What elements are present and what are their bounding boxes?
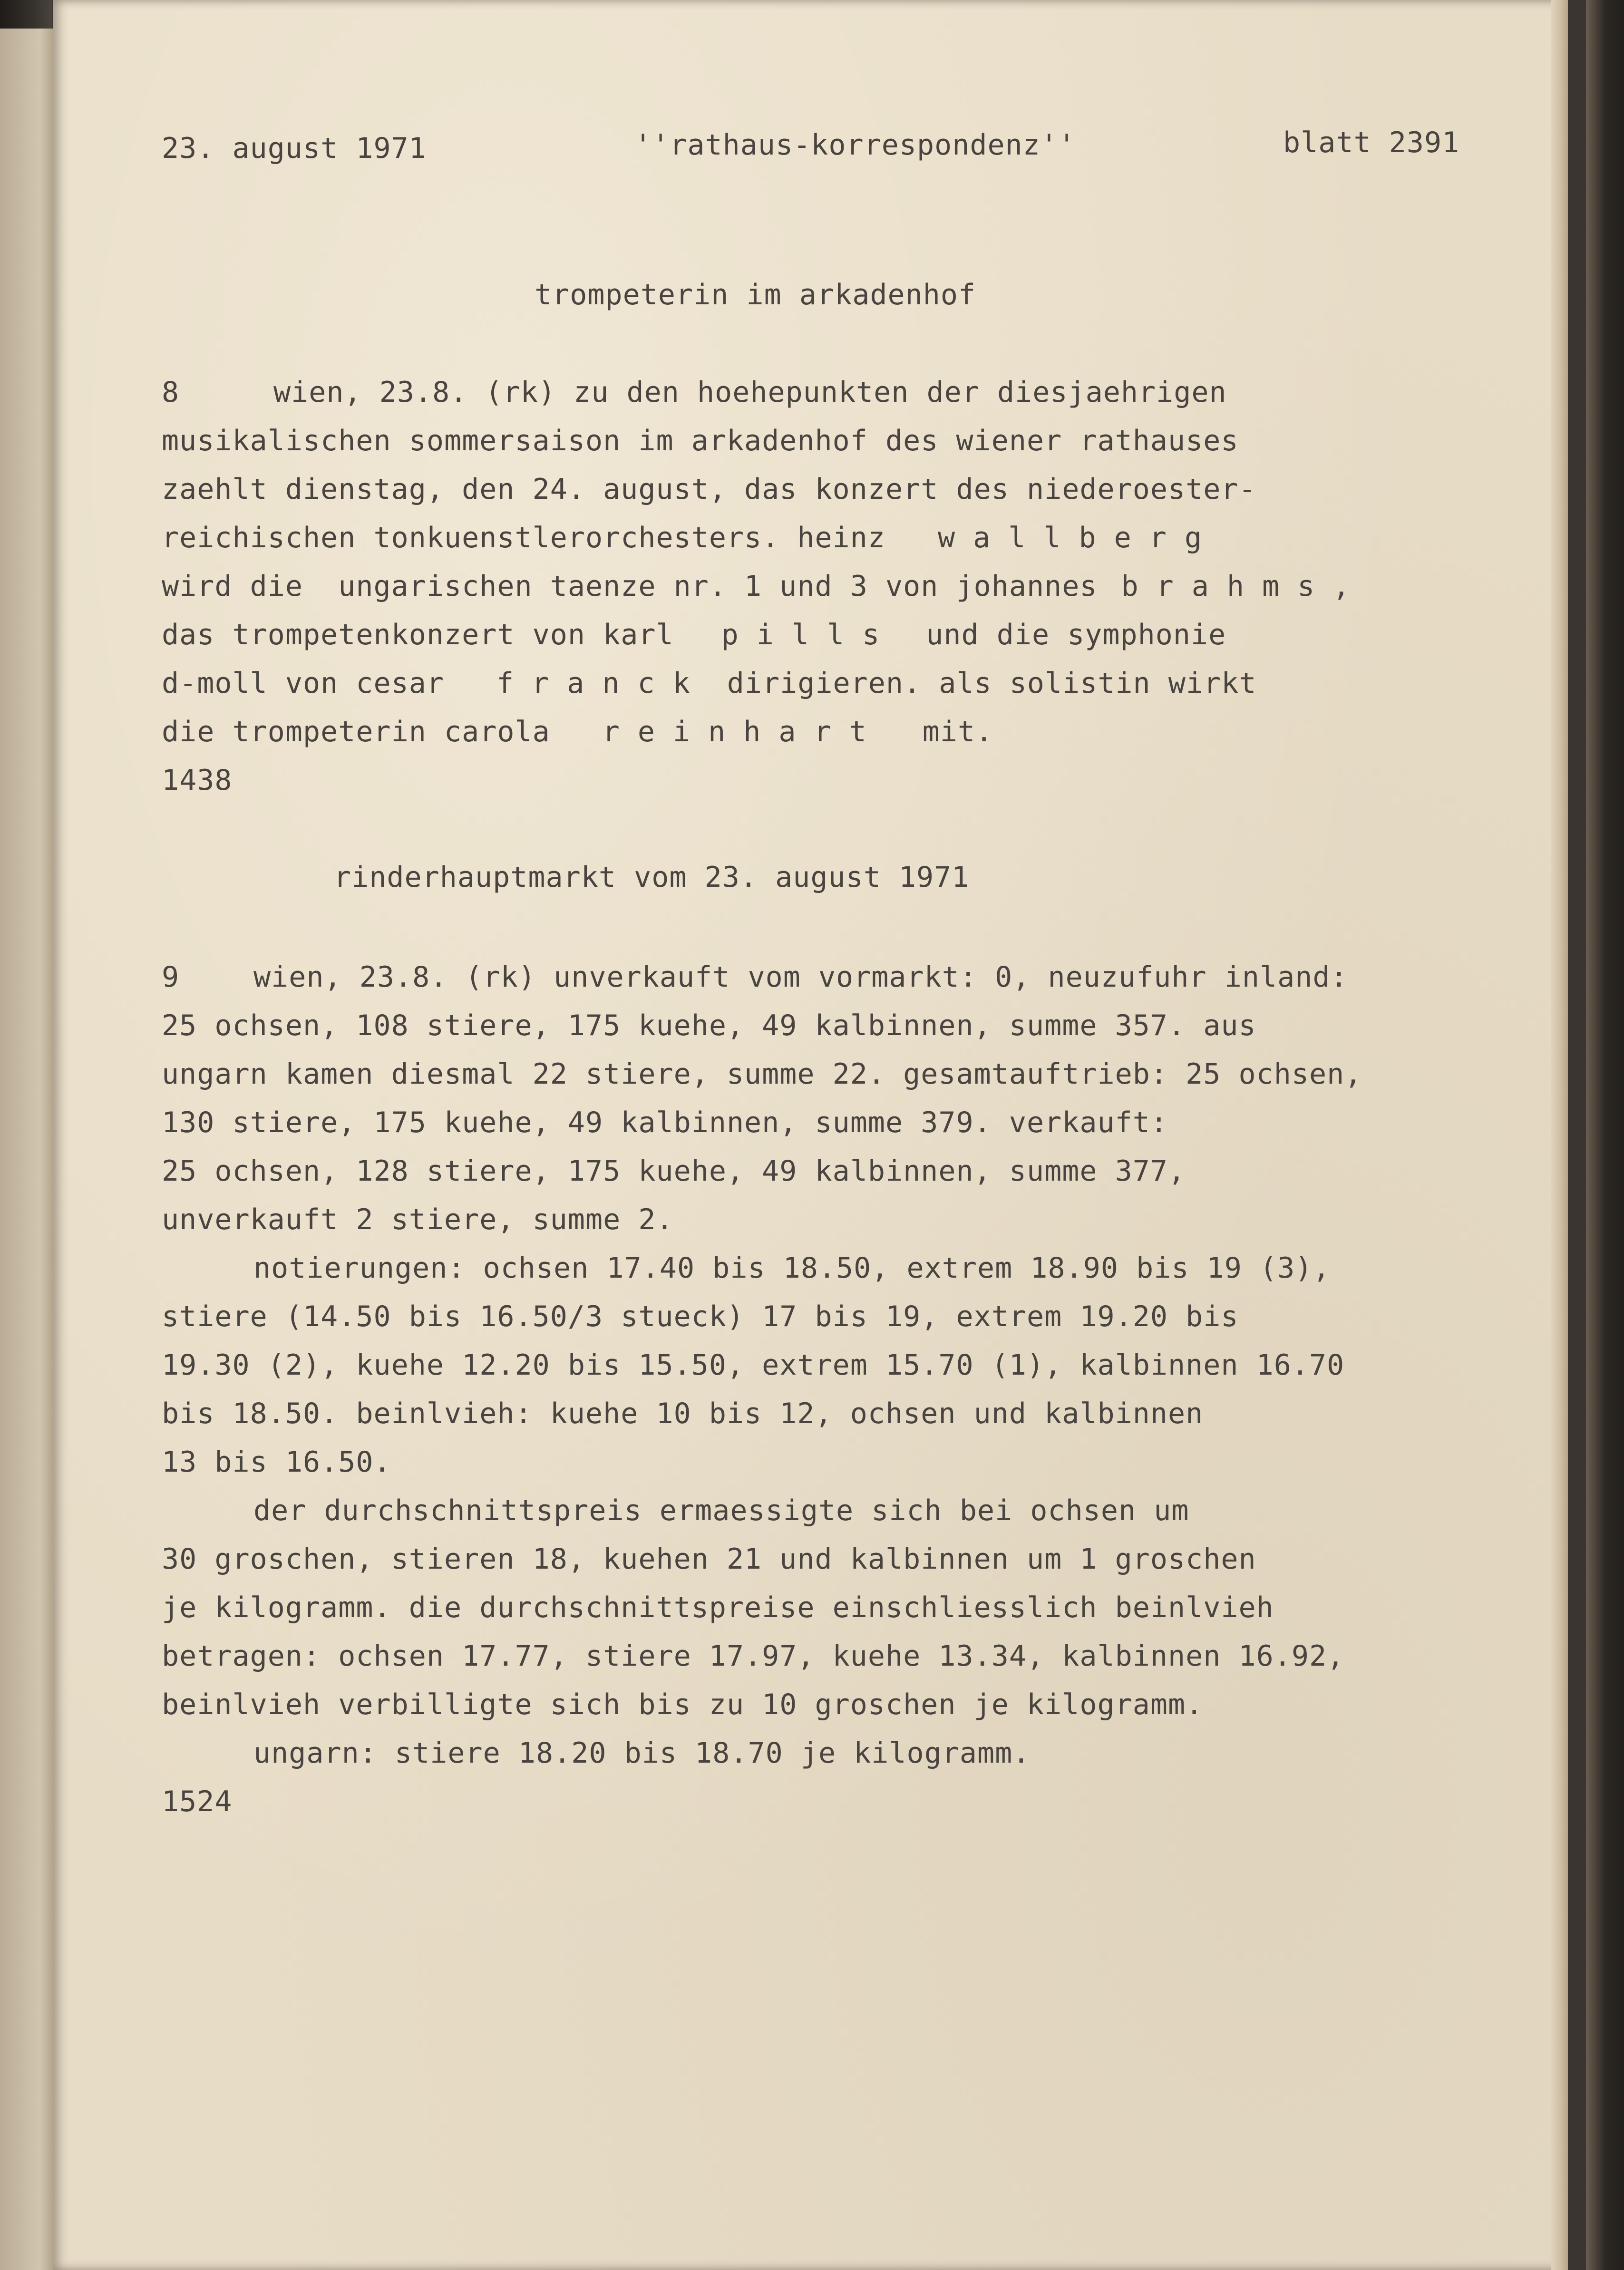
article1-number: 8 [162, 376, 180, 409]
article1-line [162, 618, 1226, 651]
article2-line: der durchschnittspreis ermaessigte sich bei ochsen um [253, 1494, 1189, 1527]
article1-line-text: das trompetenkonzert von karl [162, 618, 674, 651]
header-sheet-number: blatt 2391 [1283, 126, 1460, 159]
article1-line [162, 669, 1256, 698]
article1-line [162, 715, 993, 748]
document-sheet [53, 0, 1568, 2270]
article2-line: wien, 23.8. (rk) unverkauft vom vormarkt: 0, neuzufuhr inland: [253, 960, 1348, 994]
article1-line-text: und die symphonie [926, 618, 1226, 651]
spaced-name: pills [721, 618, 898, 651]
article2-number: 9 [162, 960, 180, 994]
article2-line: 19.30 (2), kuehe 12.20 bis 15.50, extrem 15.70 (1), kalbinnen 16.70 [162, 1348, 1345, 1382]
article2-line: ungarn: stiere 18.20 bis 18.70 je kilogramm. [253, 1736, 1031, 1770]
article2-line: 13 bis 16.50. [162, 1445, 391, 1479]
article1-line-text: die trompeterin carola [162, 715, 550, 748]
article2-line: 30 groschen, stieren 18, kuehen 21 und kalbinnen um 1 groschen [162, 1542, 1256, 1576]
article2-line: beinlvieh verbilligte sich bis zu 10 groschen je kilogramm. [162, 1688, 1204, 1721]
article1-line-text: dirigieren. als solistin wirkt [727, 667, 1257, 700]
spaced-name: reinhart [602, 715, 885, 748]
article2-line: 25 ochsen, 128 stiere, 175 kuehe, 49 kalbinnen, summe 377, [162, 1154, 1186, 1188]
article2-line: ungarn kamen diesmal 22 stiere, summe 22. gesamtauftrieb: 25 ochsen, [162, 1057, 1362, 1091]
spaced-name: franck [496, 667, 708, 700]
article1-line-text: reichischen tonkuenstlerorchesters. heinz [162, 521, 886, 554]
article2-line: je kilogramm. die durchschnittspreise einschliesslich beinlvieh [162, 1591, 1274, 1624]
article2-line: betragen: ochsen 17.77, stiere 17.97, kuehe 13.34, kalbinnen 16.92, [162, 1639, 1345, 1673]
article1-line [162, 572, 1350, 601]
article1-line-text: , [1332, 570, 1351, 603]
article2-code: 1524 [162, 1785, 233, 1818]
article1-line [162, 521, 1220, 554]
article2-line: bis 18.50. beinlvieh: kuehe 10 bis 12, ochsen und kalbinnen [162, 1397, 1204, 1430]
article1-line-text: d-moll von cesar [162, 667, 444, 700]
article1-line-text: mit. [922, 715, 993, 748]
article2-line: 25 ochsen, 108 stiere, 175 kuehe, 49 kalbinnen, summe 357. aus [162, 1009, 1256, 1042]
article1-line-text: wird die ungarischen taenze nr. 1 und 3 von johannes [162, 570, 1098, 603]
article1-line: musikalischen sommersaison im arkadenhof des wiener rathauses [162, 424, 1239, 457]
binder-right-strip [1586, 0, 1624, 2270]
article2-title: rinderhauptmarkt vom 23. august 1971 [334, 861, 970, 894]
header-date: 23. august 1971 [162, 132, 427, 165]
article1-line: zaehlt dienstag, den 24. august, das konzert des niederoester- [162, 473, 1256, 506]
sheet-right-edge [1551, 0, 1568, 2270]
spaced-name: brahms [1121, 570, 1333, 603]
article1-code: 1438 [162, 764, 233, 797]
article2-line: notierungen: ochsen 17.40 bis 18.50, extrem 18.90 bis 19 (3), [253, 1251, 1331, 1285]
article1-title: trompeterin im arkadenhof [535, 278, 976, 311]
header-publication: ''rathaus-korrespondenz'' [634, 128, 1076, 162]
article2-line: unverkauft 2 stiere, summe 2. [162, 1203, 674, 1236]
spaced-name: wallberg [938, 521, 1220, 554]
previous-page-edge [0, 29, 59, 2270]
article2-line: stiere (14.50 bis 16.50/3 stueck) 17 bis 19, extrem 19.20 bis [162, 1300, 1239, 1333]
article1-line: wien, 23.8. (rk) zu den hoehepunkten der diesjaehrigen [273, 376, 1227, 409]
article2-line: 130 stiere, 175 kuehe, 49 kalbinnen, summe 379. verkauft: [162, 1106, 1168, 1139]
